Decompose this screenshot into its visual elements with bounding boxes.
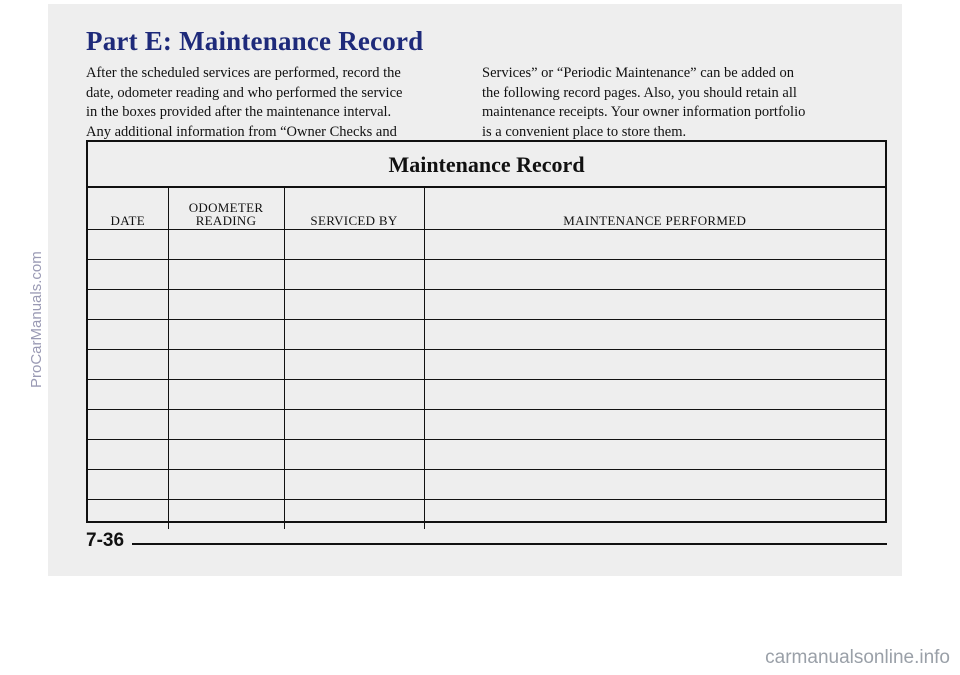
date-cell	[88, 350, 168, 380]
odometer-reading-cell	[168, 350, 284, 380]
odometer-reading-cell	[168, 230, 284, 260]
table-row	[88, 410, 885, 440]
serviced-by-cell	[284, 410, 424, 440]
odometer-reading-cell	[168, 380, 284, 410]
date-cell	[88, 230, 168, 260]
odometer-reading-cell	[168, 500, 284, 530]
intro-line: is a convenient place to store them.	[482, 123, 687, 140]
maintenance-performed-cell	[424, 290, 885, 320]
page-number: 7-36	[86, 530, 125, 551]
date-cell	[88, 320, 168, 350]
maintenance-performed-cell	[424, 470, 885, 500]
serviced-by-cell	[284, 440, 424, 470]
maintenance-performed-cell	[424, 230, 885, 260]
maintenance-performed-cell	[424, 410, 885, 440]
odometer-reading-cell	[168, 260, 284, 290]
odometer-reading-cell	[168, 410, 284, 440]
column-header-date: DATE	[88, 188, 168, 230]
column-header-odometer-line: ODOMETER	[188, 200, 264, 215]
maintenance-performed-cell	[424, 350, 885, 380]
table-row	[88, 230, 885, 260]
column-header-serviced-by: SERVICED BY	[284, 188, 424, 230]
intro-text-left-column	[86, 64, 456, 142]
date-cell	[88, 500, 168, 530]
maintenance-performed-cell	[424, 440, 885, 470]
maintenance-record-table	[88, 188, 885, 529]
column-header-reading-line: READING	[195, 213, 257, 228]
column-header-maintenance-performed: MAINTENANCE PERFORMED	[424, 188, 885, 230]
column-header-odometer-reading	[168, 188, 284, 230]
date-cell	[88, 260, 168, 290]
serviced-by-cell	[284, 290, 424, 320]
table-row	[88, 290, 885, 320]
date-cell	[88, 290, 168, 320]
serviced-by-cell	[284, 380, 424, 410]
maintenance-performed-cell	[424, 380, 885, 410]
date-cell	[88, 380, 168, 410]
date-cell	[88, 410, 168, 440]
intro-line: the following record pages. Also, you should retain all	[482, 84, 797, 101]
odometer-reading-cell	[168, 290, 284, 320]
serviced-by-cell	[284, 470, 424, 500]
table-row	[88, 350, 885, 380]
serviced-by-cell	[284, 260, 424, 290]
table-row	[88, 260, 885, 290]
odometer-reading-cell	[168, 470, 284, 500]
intro-line: in the boxes provided after the maintenance interval.	[86, 104, 392, 120]
odometer-reading-cell	[168, 320, 284, 350]
site-watermark: carmanualsonline.info	[765, 647, 950, 668]
table-row	[88, 500, 885, 530]
section-title: Part E: Maintenance Record	[86, 26, 424, 56]
maintenance-performed-cell	[424, 320, 885, 350]
table-row	[88, 320, 885, 350]
table-header-row	[88, 188, 885, 230]
serviced-by-cell	[284, 500, 424, 530]
record-rows	[88, 230, 885, 530]
serviced-by-cell	[284, 320, 424, 350]
date-cell	[88, 470, 168, 500]
maintenance-performed-cell	[424, 260, 885, 290]
intro-line: Any additional information from “Owner Checks and	[86, 123, 397, 140]
manual-page	[48, 4, 902, 576]
odometer-reading-cell	[168, 440, 284, 470]
maintenance-record-form	[86, 140, 887, 523]
intro-text-right-column	[482, 64, 862, 142]
table-row	[88, 440, 885, 470]
date-cell	[88, 440, 168, 470]
intro-line: date, odometer reading and who performed the service	[86, 84, 403, 101]
maintenance-performed-cell	[424, 500, 885, 530]
footer-rule	[132, 543, 887, 545]
serviced-by-cell	[284, 350, 424, 380]
intro-line: After the scheduled services are performed, record the	[86, 65, 401, 81]
table-row	[88, 380, 885, 410]
record-table-title: Maintenance Record	[88, 142, 885, 188]
side-watermark: ProCarManuals.com	[28, 251, 45, 388]
page-footer	[86, 528, 887, 558]
serviced-by-cell	[284, 230, 424, 260]
table-row	[88, 470, 885, 500]
intro-line: maintenance receipts. Your owner information portfolio	[482, 104, 806, 120]
intro-line: Services” or “Periodic Maintenance” can be added on	[482, 65, 795, 81]
